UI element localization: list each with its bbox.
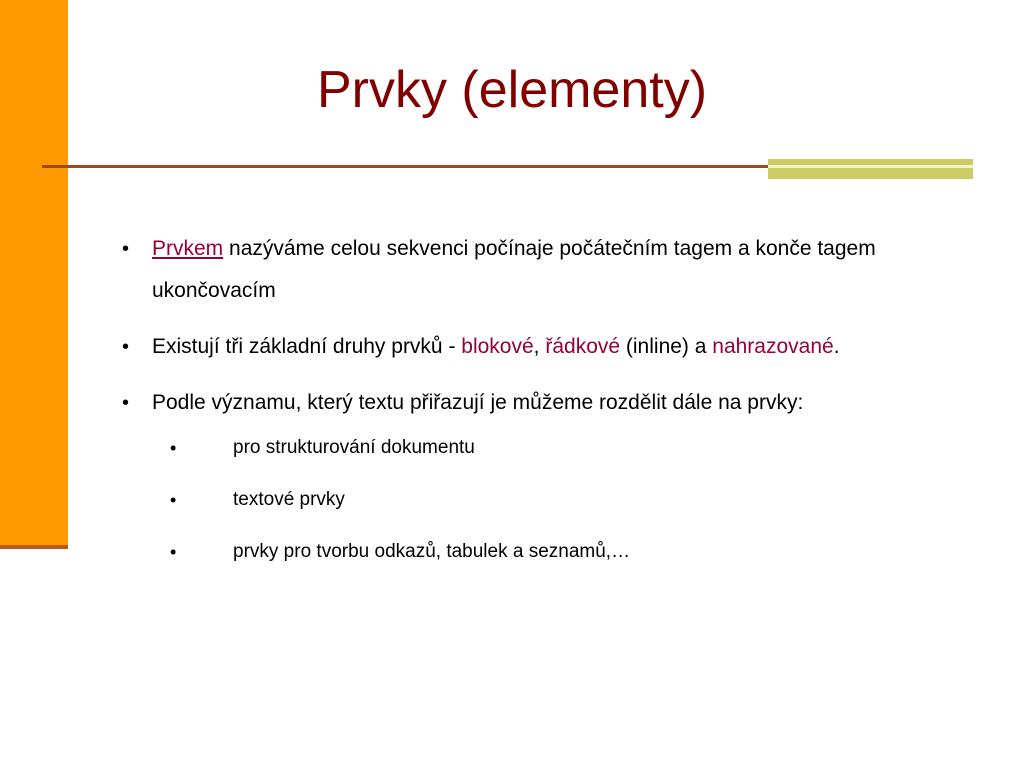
highlight-blokove: blokové [461,335,534,358]
prvkem-link[interactable]: Prvkem [152,237,224,260]
bullet-icon: • [170,490,177,510]
bullet-icon: • [122,392,130,414]
slide-content [120,228,980,588]
sub-bullet-item [120,432,980,464]
divider-accent-stripe [768,165,973,168]
bullet-icon: • [122,336,130,358]
highlight-nahrazovane: nahrazované [712,335,834,358]
slide-title: Prvky (elementy) [316,61,708,119]
sub-bullet-text: textové prvky [233,489,345,510]
bullet-text: Podle významu, který textu přiřazují je můžeme rozdělit dále na prvky: [152,391,804,414]
bullet-icon: • [122,238,130,260]
bullet-item [120,326,980,368]
sub-bullet-item [120,484,980,516]
bullet-icon: • [170,542,177,562]
bullet-item [120,228,980,312]
bullet-text: Existují tři základní druhy prvků - [152,335,462,358]
sub-bullet-text: prvky pro tvorbu odkazů, tabulek a seznamů,… [233,541,631,562]
bullet-text: (inline) a [620,335,713,358]
bullet-text-end: . [833,335,840,358]
sub-bullet-item [120,536,980,568]
side-accent-bar-edge [0,545,68,549]
bullet-text-separator: , [533,335,546,358]
sub-bullet-text: pro strukturování dokumentu [233,437,475,458]
title-divider [42,165,810,168]
bullet-item [120,382,980,424]
bullet-icon: • [170,438,177,458]
highlight-radkove: řádkové [545,335,621,358]
bullet-text: nazýváme celou sekvenci počínaje počátečním tagem a konče tagem ukončovacím [152,237,876,302]
divider-accent-block [768,159,973,179]
